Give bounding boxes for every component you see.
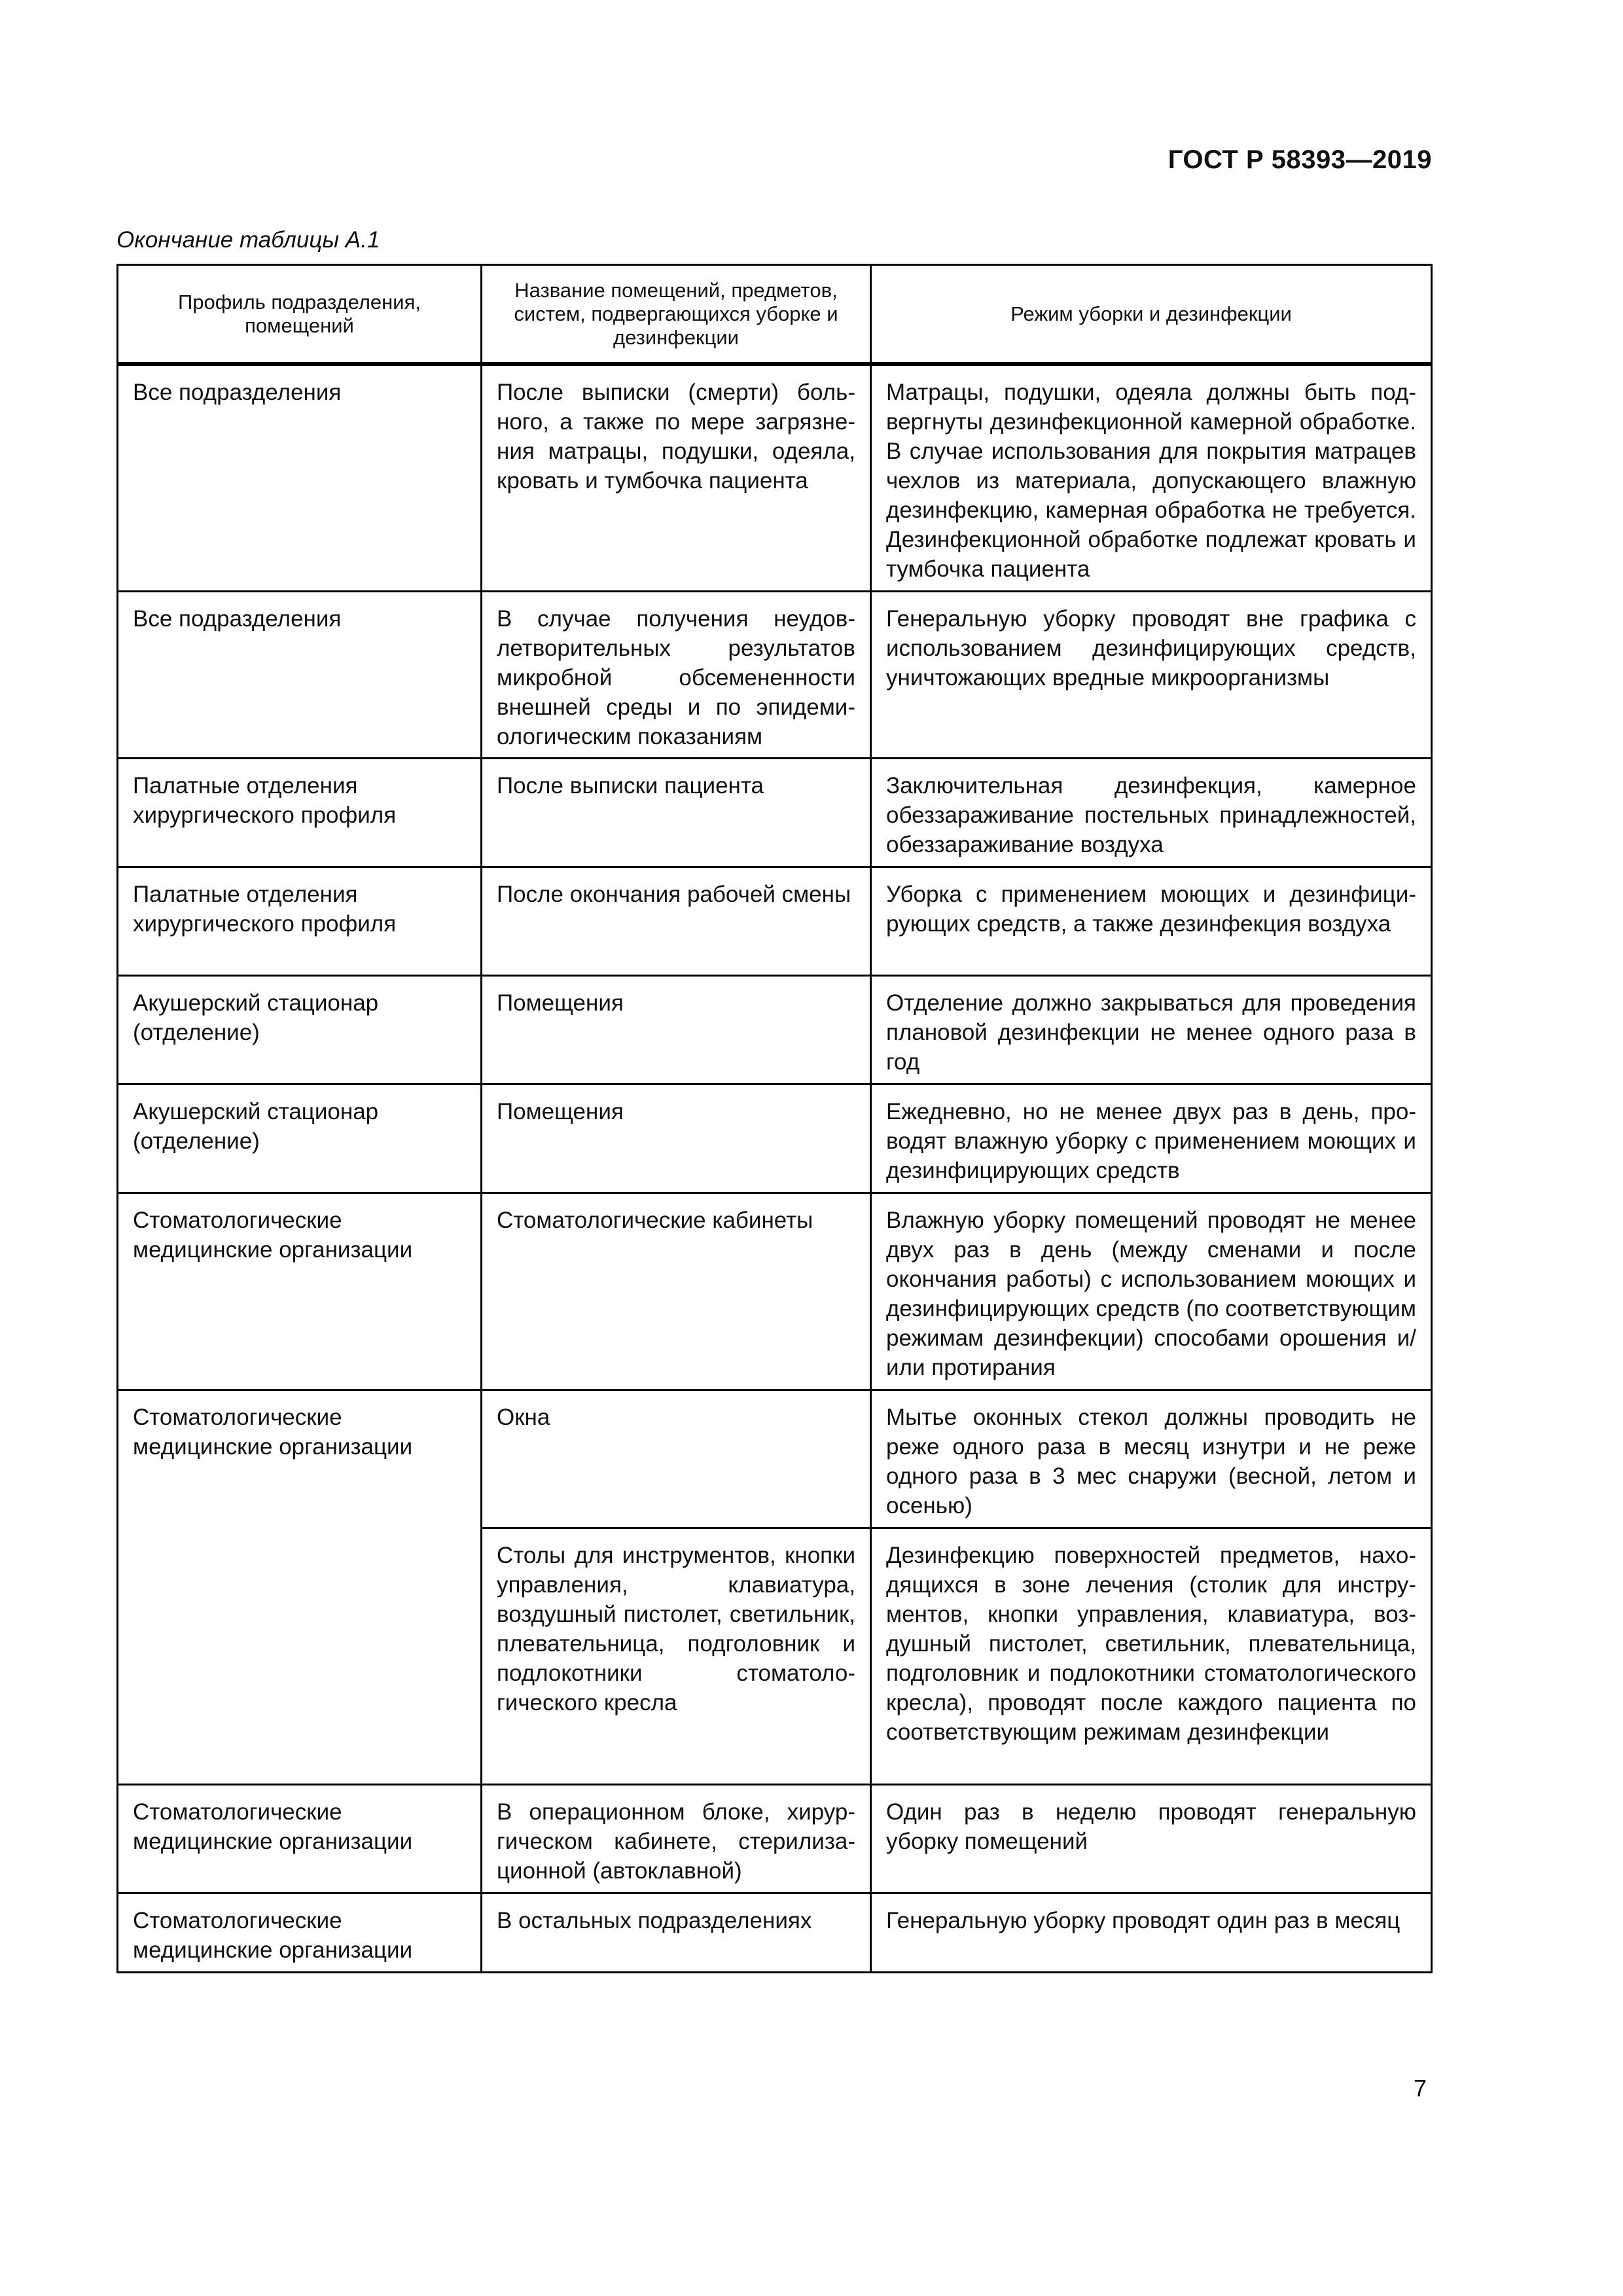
column-header-objects: Название помещений, предметов, систем, подвергающихся уборке и дезинфекции [482,265,871,365]
table-row [118,364,1432,591]
profile-cell: Акушерский стационар (отделение) [118,1084,482,1193]
regime-cell: Заключительная дезинфекция, камерное обеззараживание постельных принадлежностей, обеззараживание воздуха [871,758,1432,867]
object-cell: Помещения [482,1084,871,1193]
object-cell: После выписки (смерти) больного, а также по мере загрязнения матрацы, подушки, одеяла, кровать и тумбочка пациента [482,364,871,591]
profile-cell: Все подразделения [118,591,482,758]
table-row [118,1784,1432,1893]
regime-cell: Один раз в неделю проводят генеральную уборку помещений [871,1784,1432,1893]
profile-cell: Палатные отделения хирургического профиля [118,758,482,867]
regime-cell: Отделение должно закрываться для проведения плановой дезинфекции не менее одного раза в год [871,975,1432,1084]
regime-cell: Генеральную уборку проводят вне графика с использованием дезинфицирующих средств, уничтожающих вредные микроорганизмы [871,591,1432,758]
profile-cell: Все подразделения [118,364,482,591]
profile-cell: Акушерский стационар (отделение) [118,975,482,1084]
table-caption: Окончание таблицы А.1 [116,227,380,253]
table-row [118,1390,1432,1528]
object-cell: В случае получения неудовлетворительных результатов микробной обсемененности внешней среды и по эпидемиологическим показаниям [482,591,871,758]
regime-cell: Дезинфекцию поверхностей предметов, находящихся в зоне лечения (столик для инструментов, кнопки управления, клавиатура, воздушный пистолет, светильник, плевательница, подголовник и подлокотники стоматологического кресла), проводят после каждого пациента по соответствующим режимам дезинфекции [871,1528,1432,1784]
object-cell: Окна [482,1390,871,1528]
object-cell: Стоматологические кабинеты [482,1193,871,1390]
profile-cell: Стоматологические медицинские организации [118,1893,482,1972]
object-cell: В операционном блоке, хирургическом кабинете, стерилизационной (автоклавной) [482,1784,871,1893]
cleaning-table [116,264,1433,1973]
table-row [118,591,1432,758]
profile-cell: Стоматологические медицинские организации [118,1784,482,1893]
regime-cell: Матрацы, подушки, одеяла должны быть подвергнуты дезинфекционной камерной обработке. В случае использования для покрытия матрацев чехлов из материала, допускающего влажную дезинфекцию, камерная обработка не требуется. Дезинфекционной обработке подлежат кровать и тумбочка пациента [871,364,1432,591]
object-cell: В остальных подразделениях [482,1893,871,1972]
profile-cell: Стоматологические медицинские организации [118,1390,482,1784]
column-header-profile: Профиль подразделения, помещений [118,265,482,365]
table-row [118,1893,1432,1972]
regime-cell: Влажную уборку помещений проводят не менее двух раз в день (между сменами и после окончания работы) с использованием моющих и дезинфицирующих средств (по соответствующим режимам дезинфекции) способами орошения и/или протирания [871,1193,1432,1390]
table-row [118,758,1432,867]
object-cell: Столы для инструментов, кнопки управления, клавиатура, воздушный пистолет, светильник, плевательница, подголовник и подлокотники стоматологического кресла [482,1528,871,1784]
regime-cell: Уборка с применением моющих и дезинфицирующих средств, а также дезинфекция воздуха [871,867,1432,975]
regime-cell: Мытье оконных стекол должны проводить не реже одного раза в месяц изнутри и не реже одного раза в 3 мес снаружи (весной, летом и осенью) [871,1390,1432,1528]
column-header-regime: Режим уборки и дезинфекции [871,265,1432,365]
table-row [118,1084,1432,1193]
object-cell: После окончания рабочей смены [482,867,871,975]
table-row [118,1193,1432,1390]
object-cell: После выписки пациента [482,758,871,867]
profile-cell: Палатные отделения хирургического профиля [118,867,482,975]
regime-cell: Генеральную уборку проводят один раз в месяц [871,1893,1432,1972]
regime-cell: Ежедневно, но не менее двух раз в день, проводят влажную уборку с применением моющих и дезинфицирующих средств [871,1084,1432,1193]
profile-cell: Стоматологические медицинские организации [118,1193,482,1390]
table-row [118,867,1432,975]
page-number: 7 [1413,2075,1427,2102]
document-code: ГОСТ Р 58393—2019 [1168,145,1432,174]
table-row [118,975,1432,1084]
table-header-row [118,265,1432,365]
object-cell: Помещения [482,975,871,1084]
